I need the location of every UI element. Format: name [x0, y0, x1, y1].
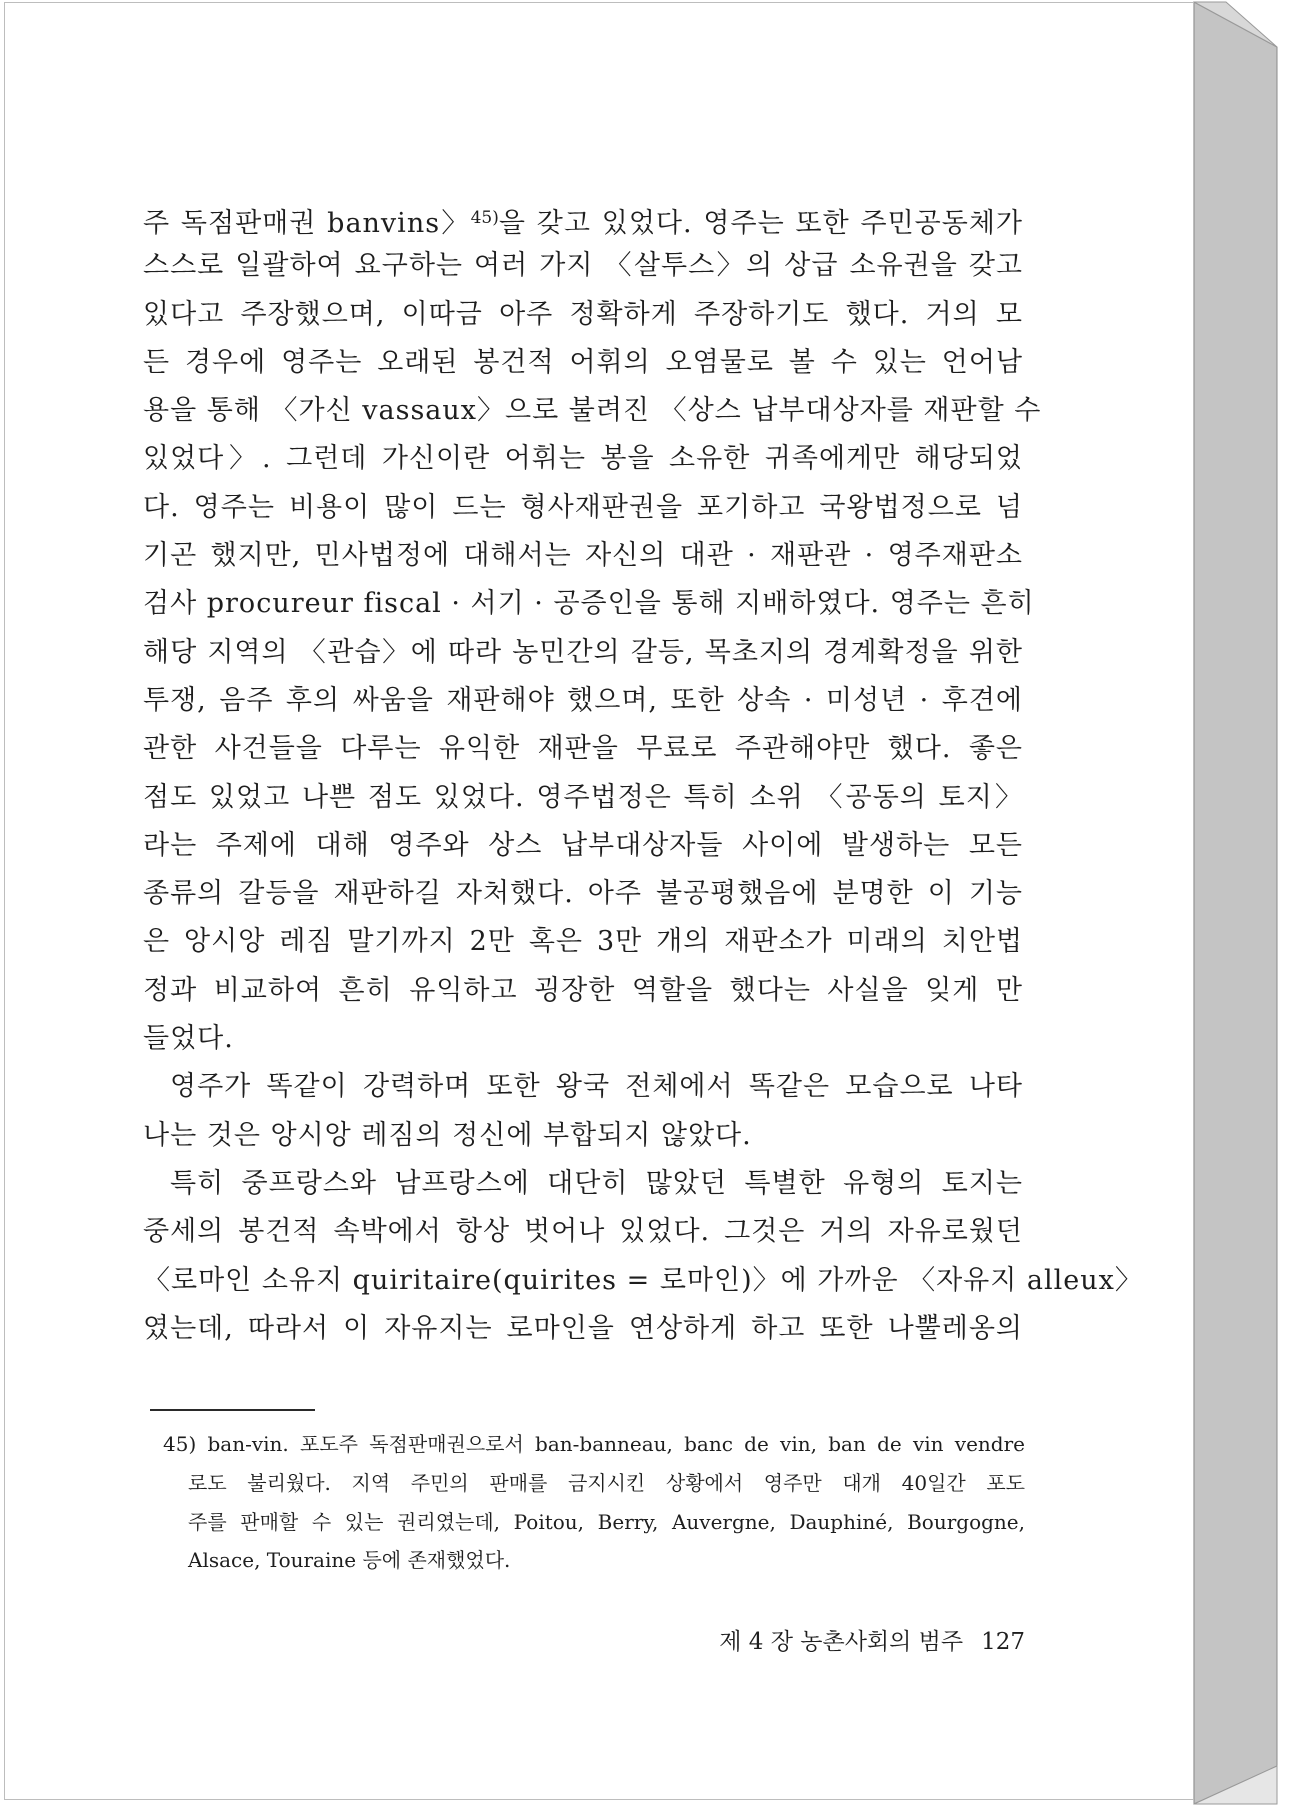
body-line-4: 든 경우에 영주는 오래된 봉건적 어휘의 오염물로 볼 수 있는 언어남 — [143, 346, 1023, 378]
body-line-7: 다. 영주는 비용이 많이 드는 형사재판권을 포기하고 국왕법정으로 넘 — [143, 491, 1023, 523]
body-line-21: 특히 중프랑스와 남프랑스에 대단히 많았던 특별한 유형의 토지는 — [170, 1167, 1023, 1199]
body-line-11: 투쟁, 음주 후의 싸움을 재판해야 했으며, 또한 상속 · 미성년 · 후견에 — [143, 684, 1023, 716]
footnote-line-2: 로도 불리웠다. 지역 주민의 판매를 금지시킨 상황에서 영주만 대개 40일간 포도 — [188, 1470, 1025, 1495]
body-line-17: 정과 비교하여 흔히 유익하고 굉장한 역할을 했다는 사실을 잊게 만 — [143, 974, 1023, 1006]
body-line-15: 종류의 갈등을 재판하길 자처했다. 아주 불공평했음에 분명한 이 기능 — [143, 878, 1023, 910]
body-line-18: 들었다. — [143, 1023, 234, 1055]
body-line-16: 은 앙시앙 레짐 말기까지 2만 혹은 3만 개의 재판소가 미래의 치안법 — [143, 926, 1023, 958]
body-line-6: 있었다〉. 그런데 가신이란 어휘는 봉을 소유한 귀족에게만 해당되었 — [143, 443, 1023, 475]
body-line-10: 해당 지역의 〈관습〉에 따라 농민간의 갈등, 목초지의 경계확정을 위한 — [143, 636, 1023, 668]
body-line-23: 〈로마인 소유지 quiritaire(quirites = 로마인)〉에 가까운 〈자유지 alleux〉 — [143, 1264, 1143, 1296]
body-line-2: 스스로 일괄하여 요구하는 여러 가지 〈살투스〉의 상급 소유권을 갖고 — [143, 250, 1023, 282]
page-number: 127 — [981, 1629, 1025, 1655]
chapter-title: 제 4 장 농촌사회의 범주 — [719, 1629, 964, 1655]
footnote-ref-45[interactable]: 45) — [470, 208, 499, 228]
footnote-45 — [163, 1425, 1025, 1580]
body-line-19: 영주가 똑같이 강력하며 또한 왕국 전체에서 똑같은 모습으로 나타 — [170, 1071, 1023, 1103]
running-footer — [700, 1623, 1025, 1656]
footnote-line-3: 주를 판매할 수 있는 권리였는데, Poitou, Berry, Auvergne, Dauphiné, Bourgogne, — [188, 1509, 1025, 1534]
footnote-divider — [150, 1409, 315, 1411]
body-line-12: 관한 사건들을 다루는 유익한 재판을 무료로 주관해야만 했다. 좋은 — [143, 733, 1023, 765]
footnote-line-1: 45) ban-vin. 포도주 독점판매권으로서 ban-banneau, banc de vin, ban de vin vendre — [163, 1432, 1025, 1456]
body-line-13: 점도 있었고 나쁜 점도 있었다. 영주법정은 특히 소위 〈공동의 토지〉 — [143, 781, 1023, 813]
body-text — [143, 194, 1143, 1353]
body-line-9: 검사 procureur fiscal · 서기 · 공증인을 통해 지배하였다. 영주는 흔히 — [143, 588, 1035, 620]
body-line-24: 였는데, 따라서 이 자유지는 로마인을 연상하게 하고 또한 나뿔레옹의 — [143, 1312, 1023, 1344]
body-line-20: 나는 것은 앙시앙 레짐의 정신에 부합되지 않았다. — [143, 1119, 752, 1151]
body-line-14: 라는 주제에 대해 영주와 상스 납부대상자들 사이에 발생하는 모든 — [143, 829, 1023, 861]
body-line-3: 있다고 주장했으며, 이따금 아주 정확하게 주장하기도 했다. 거의 모 — [143, 298, 1023, 330]
footnote-line-4: Alsace, Touraine 등에 존재했었다. — [188, 1548, 511, 1573]
body-line-22: 중세의 봉건적 속박에서 항상 벗어나 있었다. 그것은 거의 자유로웠던 — [143, 1216, 1023, 1248]
body-line-1: 주 독점판매권 banvins〉$^{45)}$을 갖고 있었다. 영주는 또한 주민공동체가 — [143, 208, 1023, 239]
body-line-5: 용을 통해 〈가신 vassaux〉으로 불려진 〈상스 납부대상자를 재판할 수 — [143, 395, 1042, 427]
body-line-8: 기곤 했지만, 민사법정에 대해서는 자신의 대관 · 재판관 · 영주재판소 — [143, 540, 1023, 572]
